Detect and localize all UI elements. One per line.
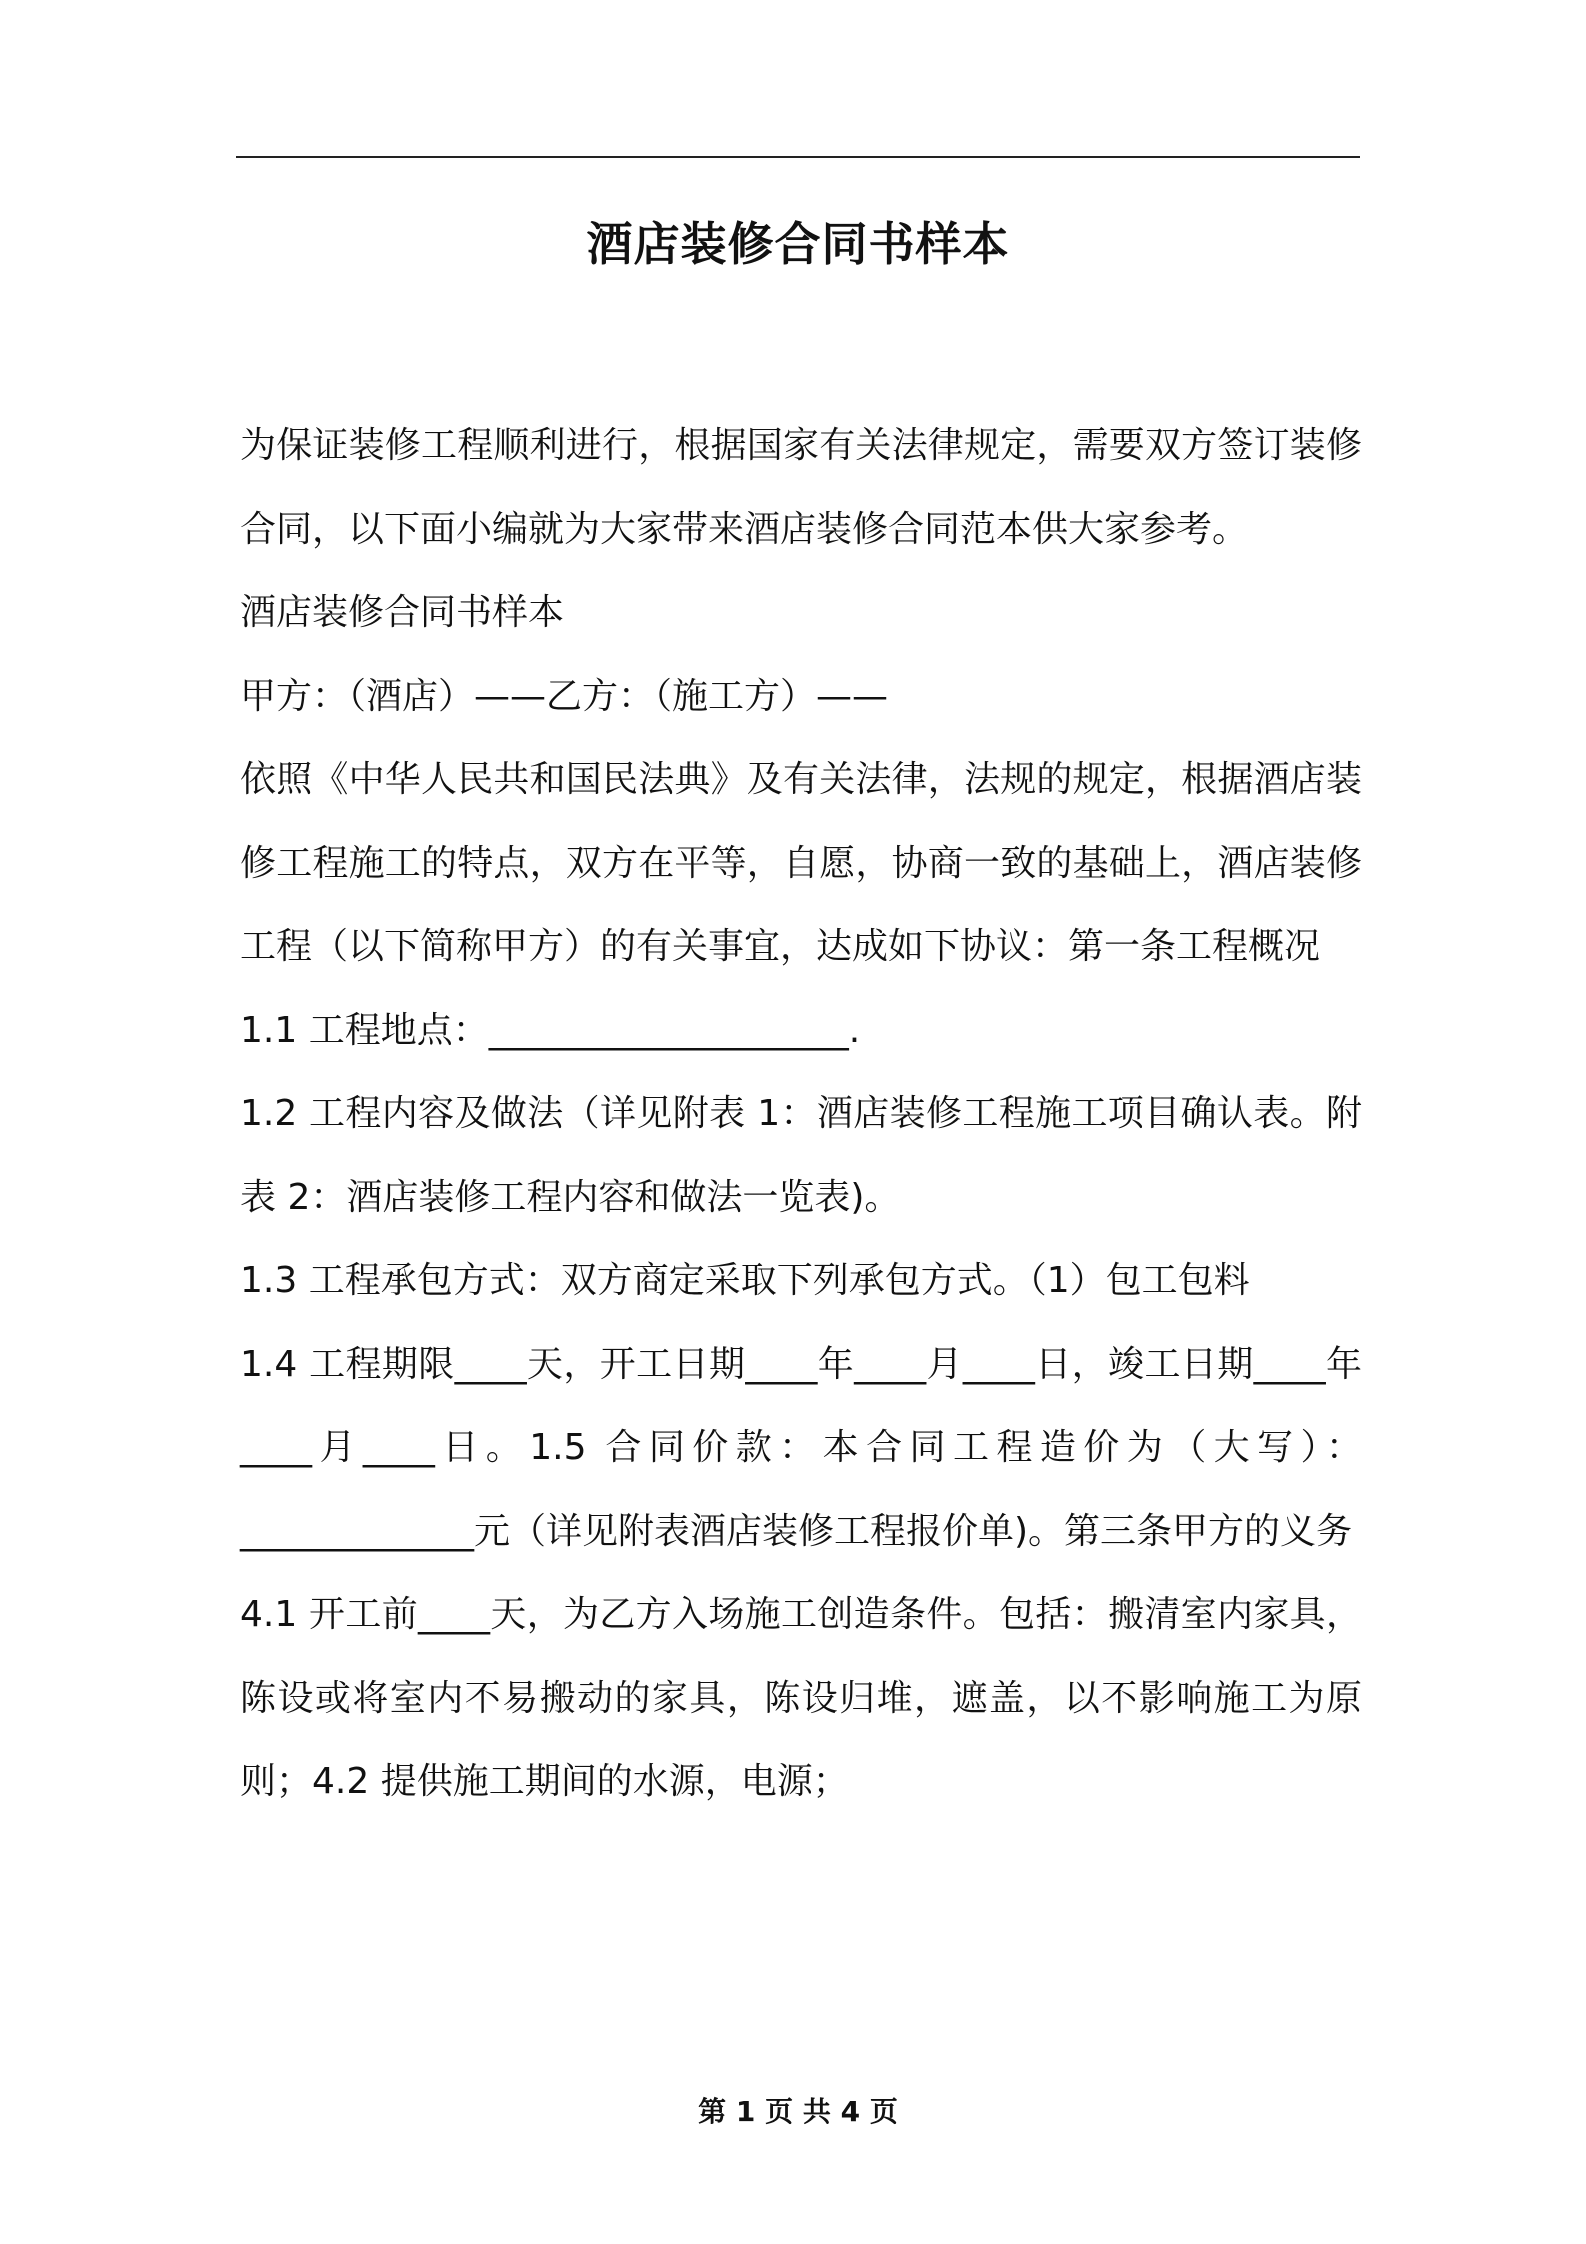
paragraph-intro: 为保证装修工程顺利进行，根据国家有关法律规定，需要双方签订装修合同，以下面小编就为大家带来酒店装修合同范本供大家参考。	[240, 425, 1362, 550]
paragraph-clause-1-2: 1.2 工程内容及做法（详见附表 1：酒店装修工程施工项目确认表。附表 2：酒店装修工程内容和做法一览表)。	[240, 1093, 1362, 1218]
document-title: 酒店装修合同书样本	[586, 217, 1010, 271]
page-number-footer: 第 1 页 共 4 页	[698, 2095, 898, 2128]
document-body	[240, 404, 1362, 1824]
paragraph-clause-1-3: 1.3 工程承包方式：双方商定采取下列承包方式。（1）包工包料	[240, 1260, 1250, 1301]
header-rule	[236, 156, 1360, 158]
paragraph-subtitle: 酒店装修合同书样本	[240, 592, 565, 633]
paragraph-clause-1-4: 1.4 工程期限____天，开工日期____年____月____日，竣工日期____年____月____日。1.5 合同价款：本合同工程造价为（大写）：_____________元（详见附表酒店装修工程报价单)。第三条甲方的义务	[240, 1343, 1362, 1552]
paragraph-parties: 甲方：（酒店）——乙方：（施工方）——	[240, 675, 889, 717]
paragraph-basis: 依照《中华人民共和国民法典》及有关法律，法规的规定，根据酒店装修工程施工的特点，双方在平等，自愿，协商一致的基础上，酒店装修工程（以下简称甲方）的有关事宜，达成如下协议：第一条工程概况	[240, 759, 1362, 967]
paragraph-clause-4-1: 4.1 开工前____天，为乙方入场施工创造条件。包括：搬清室内家具，陈设或将室内不易搬动的家具，陈设归堆，遮盖，以不影响施工为原则；4.2 提供施工期间的水源，电源；	[240, 1594, 1362, 1802]
paragraph-clause-1-1: 1.1 工程地点：____________________.	[240, 1009, 861, 1051]
